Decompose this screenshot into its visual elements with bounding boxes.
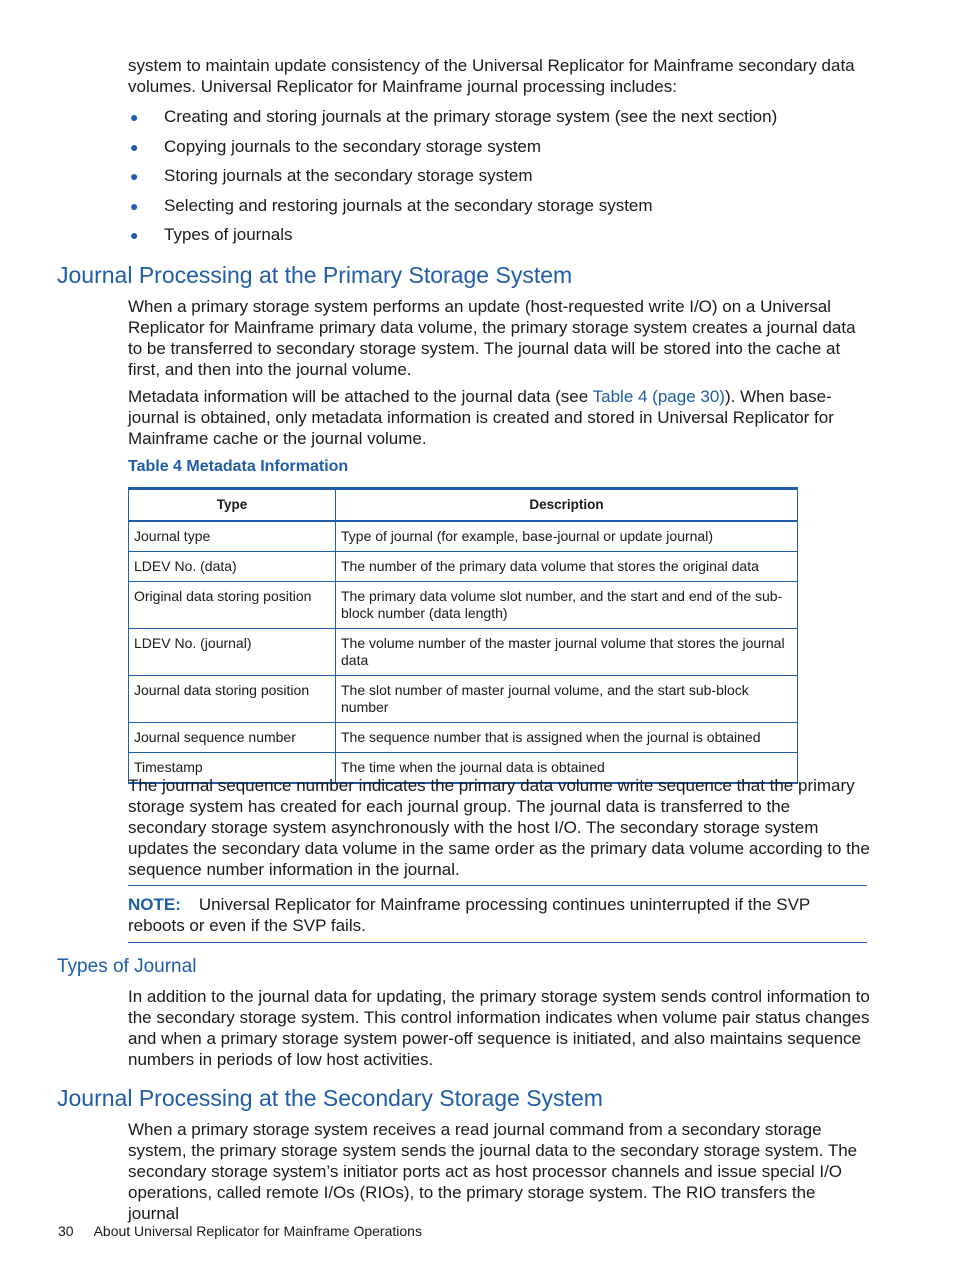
table-row [129, 581, 798, 628]
table-row [129, 521, 798, 552]
journal-processing-list [128, 106, 870, 254]
note-text: Universal Replicator for Mainframe processing continues uninterrupted if the SVP reboots or even if the SVP fails. [128, 895, 810, 935]
section-heading-secondary: Journal Processing at the Secondary Storage System [57, 1085, 603, 1111]
table-cell-type: Original data storing position [129, 581, 336, 628]
table-row [129, 722, 798, 752]
table-cell-type: Journal sequence number [129, 722, 336, 752]
table-4-link[interactable]: Table 4 (page 30) [592, 387, 725, 406]
table-cell-description: The sequence number that is assigned when the journal is obtained [336, 722, 798, 752]
bullet-icon: ● [130, 227, 139, 244]
page-footer [58, 1222, 422, 1240]
table-row [129, 628, 798, 675]
list-item: ● Storing journals at the secondary storage system [130, 166, 533, 186]
table-cell-type: LDEV No. (journal) [129, 628, 336, 675]
list-item: ● Selecting and restoring journals at the secondary storage system [130, 195, 653, 215]
table-cell-description: The slot number of master journal volume, and the start sub-block number [336, 675, 798, 722]
note-label: NOTE: [128, 895, 181, 914]
table-cell-description: The volume number of the master journal volume that stores the journal data [336, 628, 798, 675]
table-cell-type: LDEV No. (data) [129, 551, 336, 581]
bullet-icon: ● [130, 197, 139, 214]
intro-paragraph: system to maintain update consistency of the Universal Replicator for Mainframe secondary data volumes. Universal Replicator for Mainframe journal processing includes: [128, 56, 855, 96]
page-number: 30 [58, 1223, 74, 1239]
list-item: ● Copying journals to the secondary storage system [130, 136, 542, 156]
types-of-journal-paragraph: In addition to the journal data for updating, the primary storage system sends control information to the secondary storage system. This control information indicates when volume pair status changes and when a primary storage system power-off sequence is initiated, and also maintains sequence numbers in periods of low host activities. [128, 987, 870, 1069]
section-heading-primary: Journal Processing at the Primary Storage System [57, 262, 573, 288]
bullet-icon: ● [130, 109, 139, 125]
table-cell-description: Type of journal (for example, base-journal or update journal) [336, 521, 798, 552]
table-cell-description: The primary data volume slot number, and the start and end of the sub-block number (data length) [336, 581, 798, 628]
list-item: ● Creating and storing journals at the primary storage system (see the next section) [130, 107, 778, 126]
secondary-paragraph: When a primary storage system receives a read journal command from a secondary storage system, the primary storage system sends the journal data to the secondary storage system. The secondary storage system’s initiator ports act as host processor channels and issue special I/O operations, called remote I/Os (RIOs), to the primary storage system. The RIO transfers the journal [128, 1120, 858, 1223]
primary-paragraph-1: When a primary storage system performs an update (host-requested write I/O) on a Universal Replicator for Mainframe primary data volume, the primary storage system creates a journal data to be transferred to secondary storage system. The journal data will be stored into the cache at first, and then into the journal volume. [128, 297, 856, 379]
list-item: ● Types of journals [130, 225, 293, 245]
footer-title: About Universal Replicator for Mainframe Operations [93, 1223, 422, 1239]
metadata-table [128, 487, 798, 784]
column-header-type: Type [129, 489, 336, 521]
table-cell-type: Journal data storing position [129, 675, 336, 722]
table-row [129, 675, 798, 722]
sequence-number-paragraph: The journal sequence number indicates the primary data volume write sequence that the primary storage system has created for each journal group. The journal data is transferred to the secondary storage system asynchronously with the host I/O. The secondary storage system updates the secondary data volume in the same order as the primary data volume according to the sequence number information in the journal. [128, 776, 870, 879]
table-caption: Table 4 Metadata Information [128, 458, 349, 475]
table-row [129, 551, 798, 581]
bullet-icon: ● [130, 138, 139, 155]
table-cell-description: The number of the primary data volume that stores the original data [336, 551, 798, 581]
table-cell-type: Journal type [129, 521, 336, 552]
table-cell-type: Timestamp [129, 752, 336, 783]
bullet-icon: ● [130, 168, 139, 185]
column-header-description: Description [336, 489, 798, 521]
section-heading-types-of-journal: Types of Journal [57, 956, 197, 977]
primary-paragraph-2: Metadata information will be attached to the journal data (see Table 4 (page 30)). When base-journal is obtained, only metadata information is created and stored in Universal Replicator for Mainframe cache or the journal volume. [128, 387, 834, 448]
table-cell-description: The time when the journal data is obtained [336, 752, 798, 783]
note-box [128, 885, 867, 943]
